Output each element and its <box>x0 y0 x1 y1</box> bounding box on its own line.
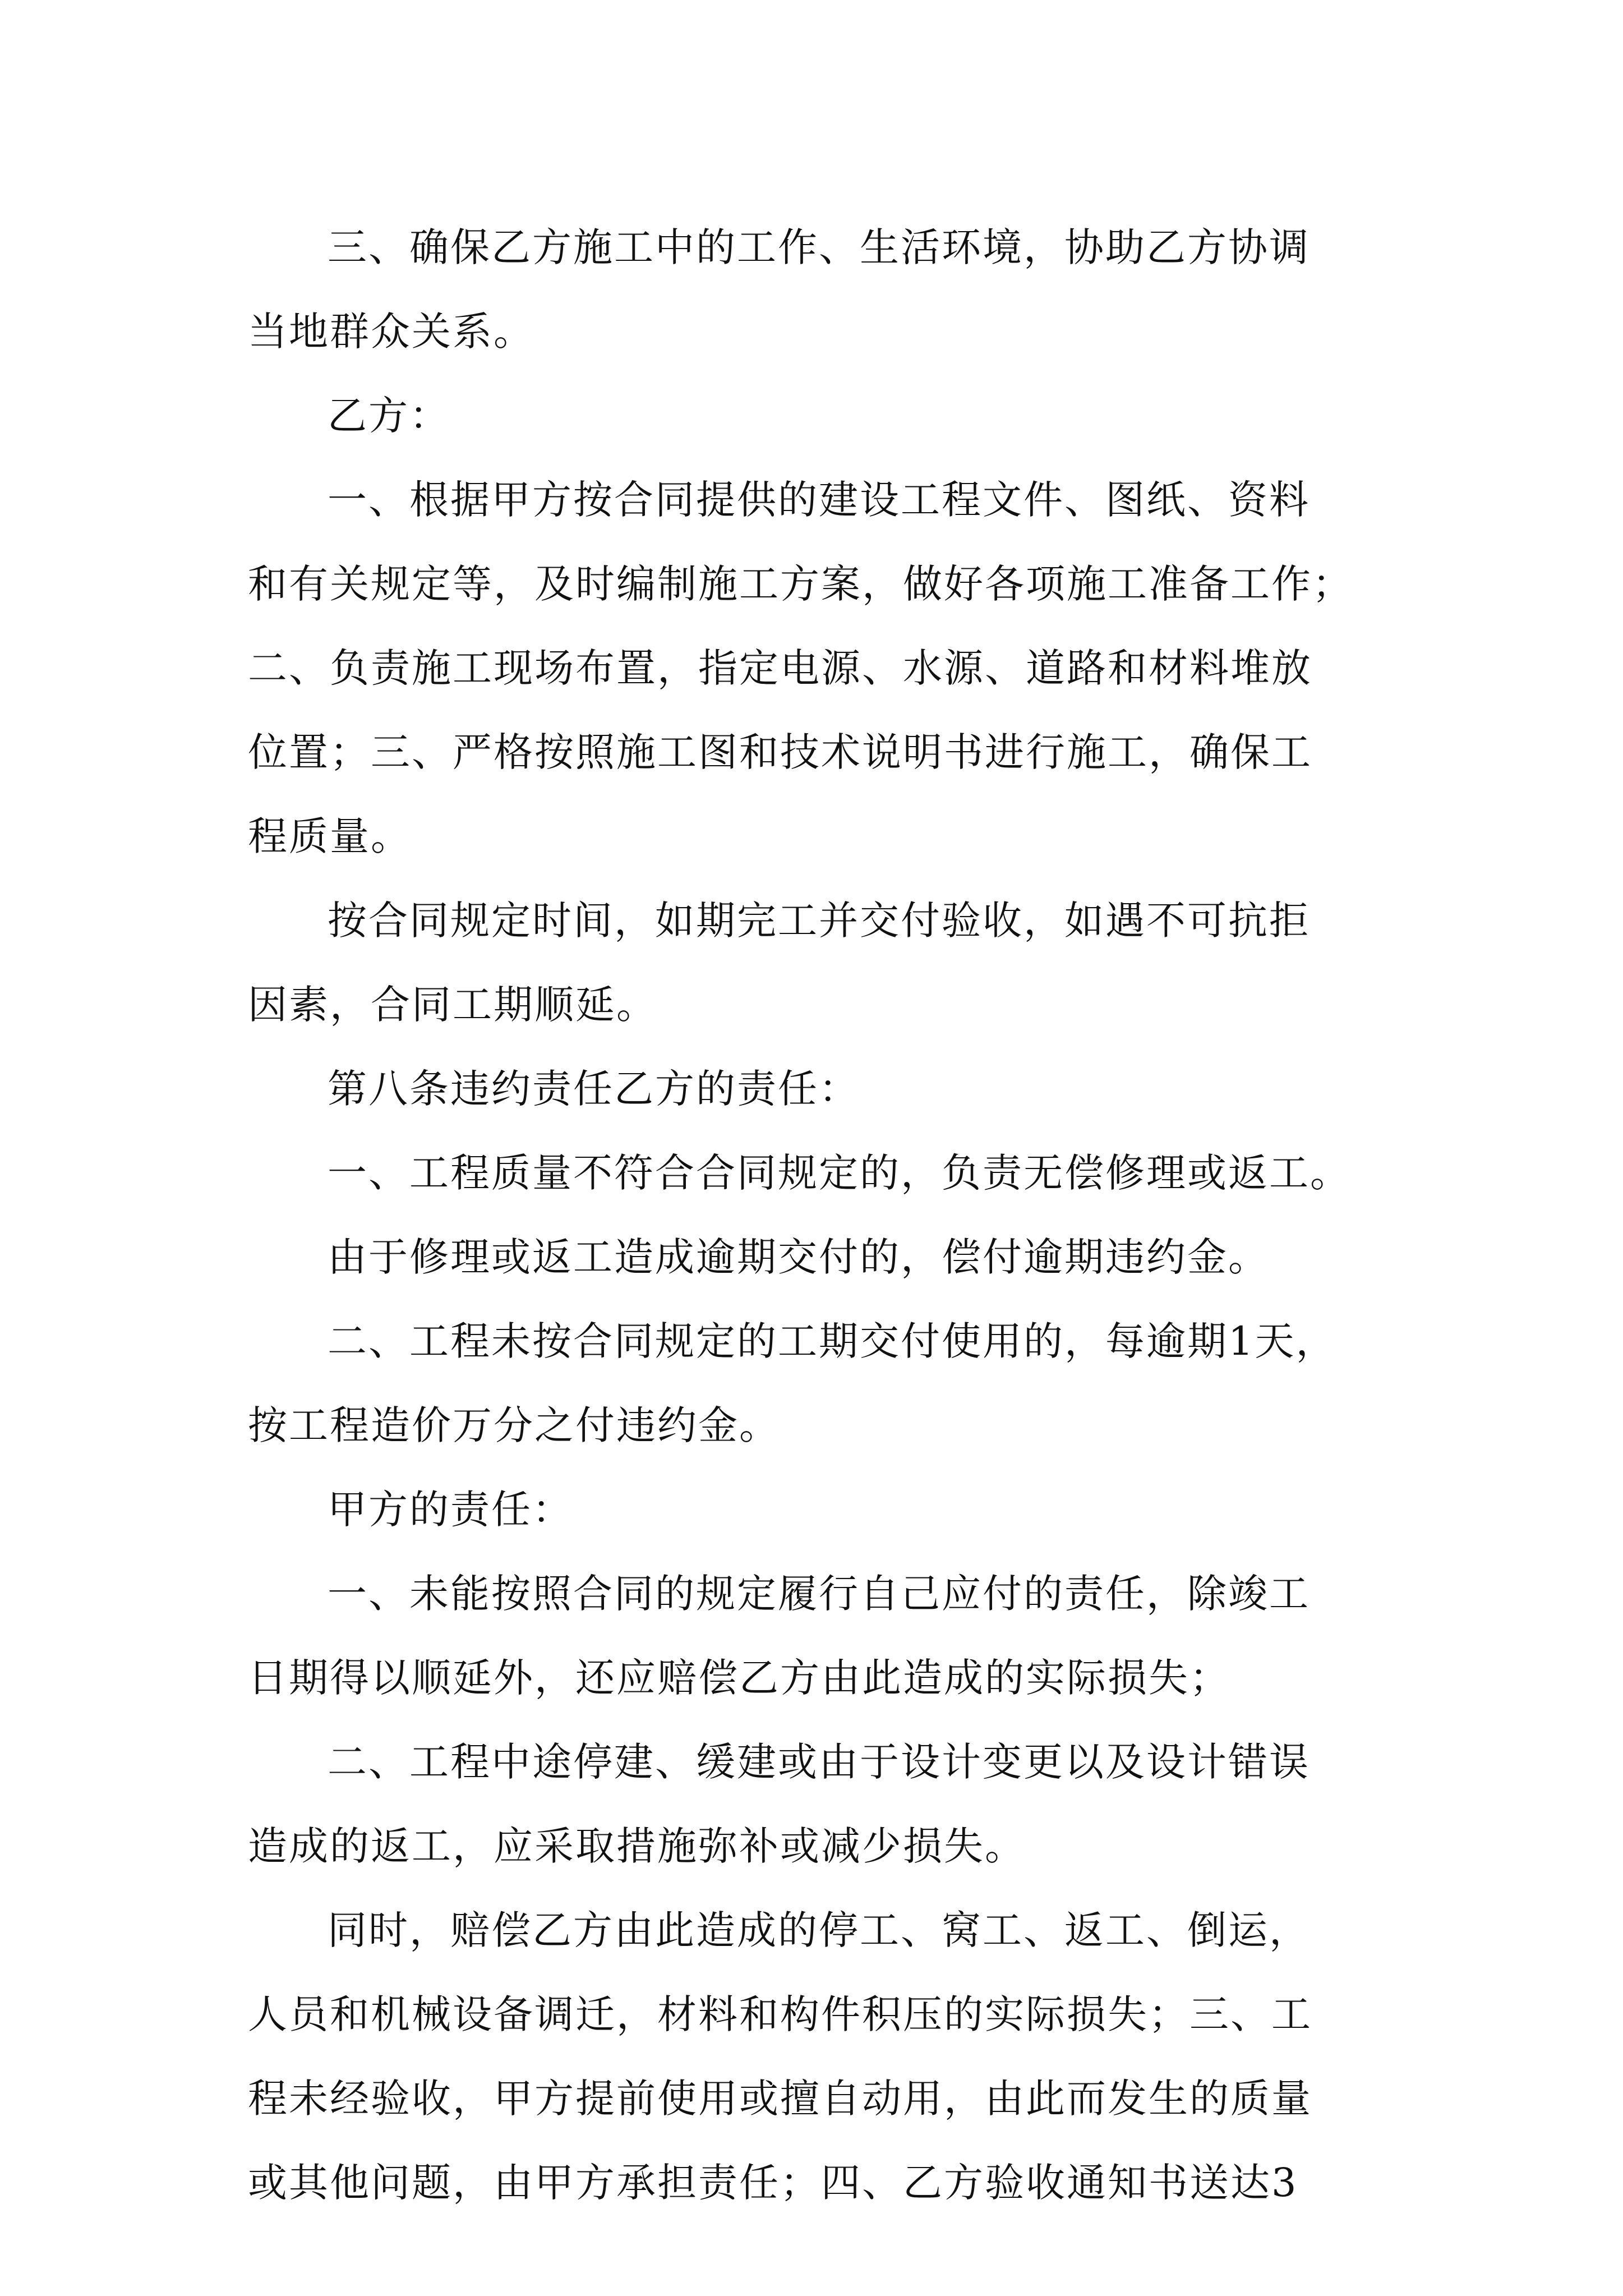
paragraph <box>248 374 1398 458</box>
paragraph-line: 三、确保乙方施工中的工作、生活环境，协助乙方协调 <box>328 224 1310 270</box>
paragraph-line: 第八条违约责任乙方的责任： <box>328 1066 860 1112</box>
paragraph <box>248 1720 1398 1888</box>
paragraph <box>248 1215 1398 1299</box>
paragraph-line: 程质量。 <box>248 813 412 859</box>
paragraph <box>248 878 1398 1047</box>
paragraph-line: 由于修理或返工造成逾期交付的，偿付逾期违约金。 <box>328 1234 1269 1280</box>
paragraph-line: 人员和机械设备调迁，材料和构件积压的实际损失；三、工 <box>248 1991 1312 2037</box>
paragraph-line: 位置；三、严格按照施工图和技术说明书进行施工，确保工 <box>248 729 1312 775</box>
paragraph-line: 按合同规定时间，如期完工并交付验收，如遇不可抗拒 <box>328 898 1310 944</box>
paragraph-line: 乙方： <box>328 393 450 439</box>
paragraph-line: 二、工程中途停建、缓建或由于设计变更以及设计错误 <box>328 1739 1310 1785</box>
paragraph-line: 一、工程质量不符合合同规定的，负责无偿修理或返工。 <box>328 1150 1351 1196</box>
paragraph-line: 甲方的责任： <box>328 1487 573 1533</box>
paragraph <box>248 1888 1398 2225</box>
paragraph-line: 一、未能按照合同的规定履行自己应付的责任，除竣工 <box>328 1571 1310 1617</box>
paragraph <box>248 1299 1398 1467</box>
paragraph-line: 程未经验收，甲方提前使用或擅自动用，由此而发生的质量 <box>248 2076 1312 2122</box>
paragraph-line: 和有关规定等，及时编制施工方案，做好各项施工准备工作； <box>248 561 1353 607</box>
paragraph-line: 日期得以顺延外，还应赔偿乙方由此造成的实际损失； <box>248 1655 1230 1701</box>
paragraph-line: 当地群众关系。 <box>248 309 534 355</box>
paragraph <box>248 458 1398 878</box>
paragraph <box>248 1047 1398 1131</box>
paragraph-line: 二、工程未按合同规定的工期交付使用的，每逾期1天， <box>328 1318 1337 1364</box>
paragraph <box>248 1467 1398 1552</box>
paragraph-line: 或其他问题，由甲方承担责任；四、乙方验收通知书送达3 <box>248 2160 1298 2206</box>
paragraph-line: 同时，赔偿乙方由此造成的停工、窝工、返工、倒运， <box>328 1907 1310 1953</box>
paragraph-line: 造成的返工，应采取措施弥补或减少损失。 <box>248 1823 1026 1869</box>
paragraph <box>248 1131 1398 1215</box>
paragraph <box>248 1552 1398 1720</box>
paragraph-line: 二、负责施工现场布置，指定电源、水源、道路和材料堆放 <box>248 645 1312 691</box>
paragraph-line: 因素，合同工期顺延。 <box>248 982 657 1028</box>
paragraph <box>248 205 1398 374</box>
document-body <box>248 205 1398 2225</box>
paragraph-line: 按工程造价万分之付违约金。 <box>248 1402 780 1448</box>
paragraph-line: 一、根据甲方按合同提供的建设工程文件、图纸、资料 <box>328 477 1310 523</box>
